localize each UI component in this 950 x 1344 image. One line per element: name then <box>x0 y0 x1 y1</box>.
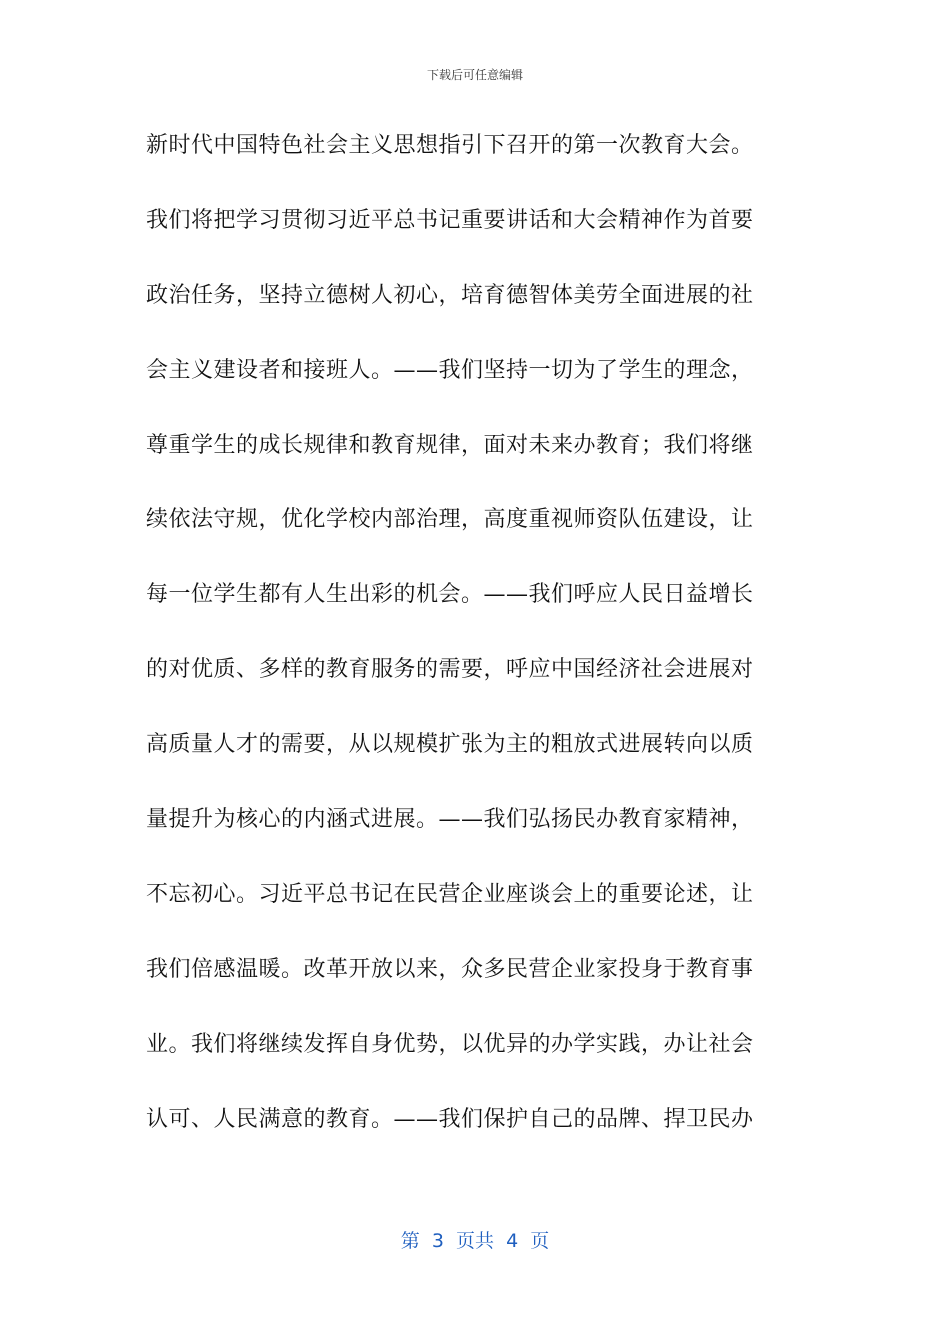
document-body <box>146 124 806 1172</box>
text-line: 不忘初心。习近平总书记在民营企业座谈会上的重要论述，让 <box>146 881 754 907</box>
header-note: 下载后可任意编辑 <box>426 68 523 82</box>
text-line: 每一位学生都有人生出彩的机会。——我们呼应人民日益增长 <box>146 582 754 608</box>
text-line: 业。我们将继续发挥自身优势，以优异的办学实践，办让社会 <box>146 1031 754 1057</box>
text-line: 会主义建设者和接班人。——我们坚持一切为了学生的理念， <box>146 357 754 383</box>
text-line: 政治任务，坚持立德树人初心，培育德智体美劳全面进展的社 <box>146 282 754 308</box>
text-line: 续依法守规，优化学校内部治理，高度重视师资队伍建设，让 <box>146 507 754 533</box>
text-line: 我们将把学习贯彻习近平总书记重要讲话和大会精神作为首要 <box>146 207 754 233</box>
text-line: 新时代中国特色社会主义思想指引下召开的第一次教育大会。 <box>146 133 754 158</box>
text-line: 量提升为核心的内涵式进展。——我们弘扬民办教育家精神， <box>146 807 754 833</box>
text-line: 高质量人才的需要，从以规模扩张为主的粗放式进展转向以质 <box>146 732 754 758</box>
text-line: 的对优质、多样的教育服务的需要，呼应中国经济社会进展对 <box>146 657 754 683</box>
page-number: 第 3 页共 4 页 <box>400 1230 550 1252</box>
text-line: 尊重学生的成长规律和教育规律，面对未来办教育；我们将继 <box>146 432 754 458</box>
text-line: 我们倍感温暖。改革开放以来，众多民营企业家投身于教育事 <box>146 956 754 982</box>
text-line: 认可、人民满意的教育。——我们保护自己的品牌、捍卫民办 <box>146 1106 754 1132</box>
